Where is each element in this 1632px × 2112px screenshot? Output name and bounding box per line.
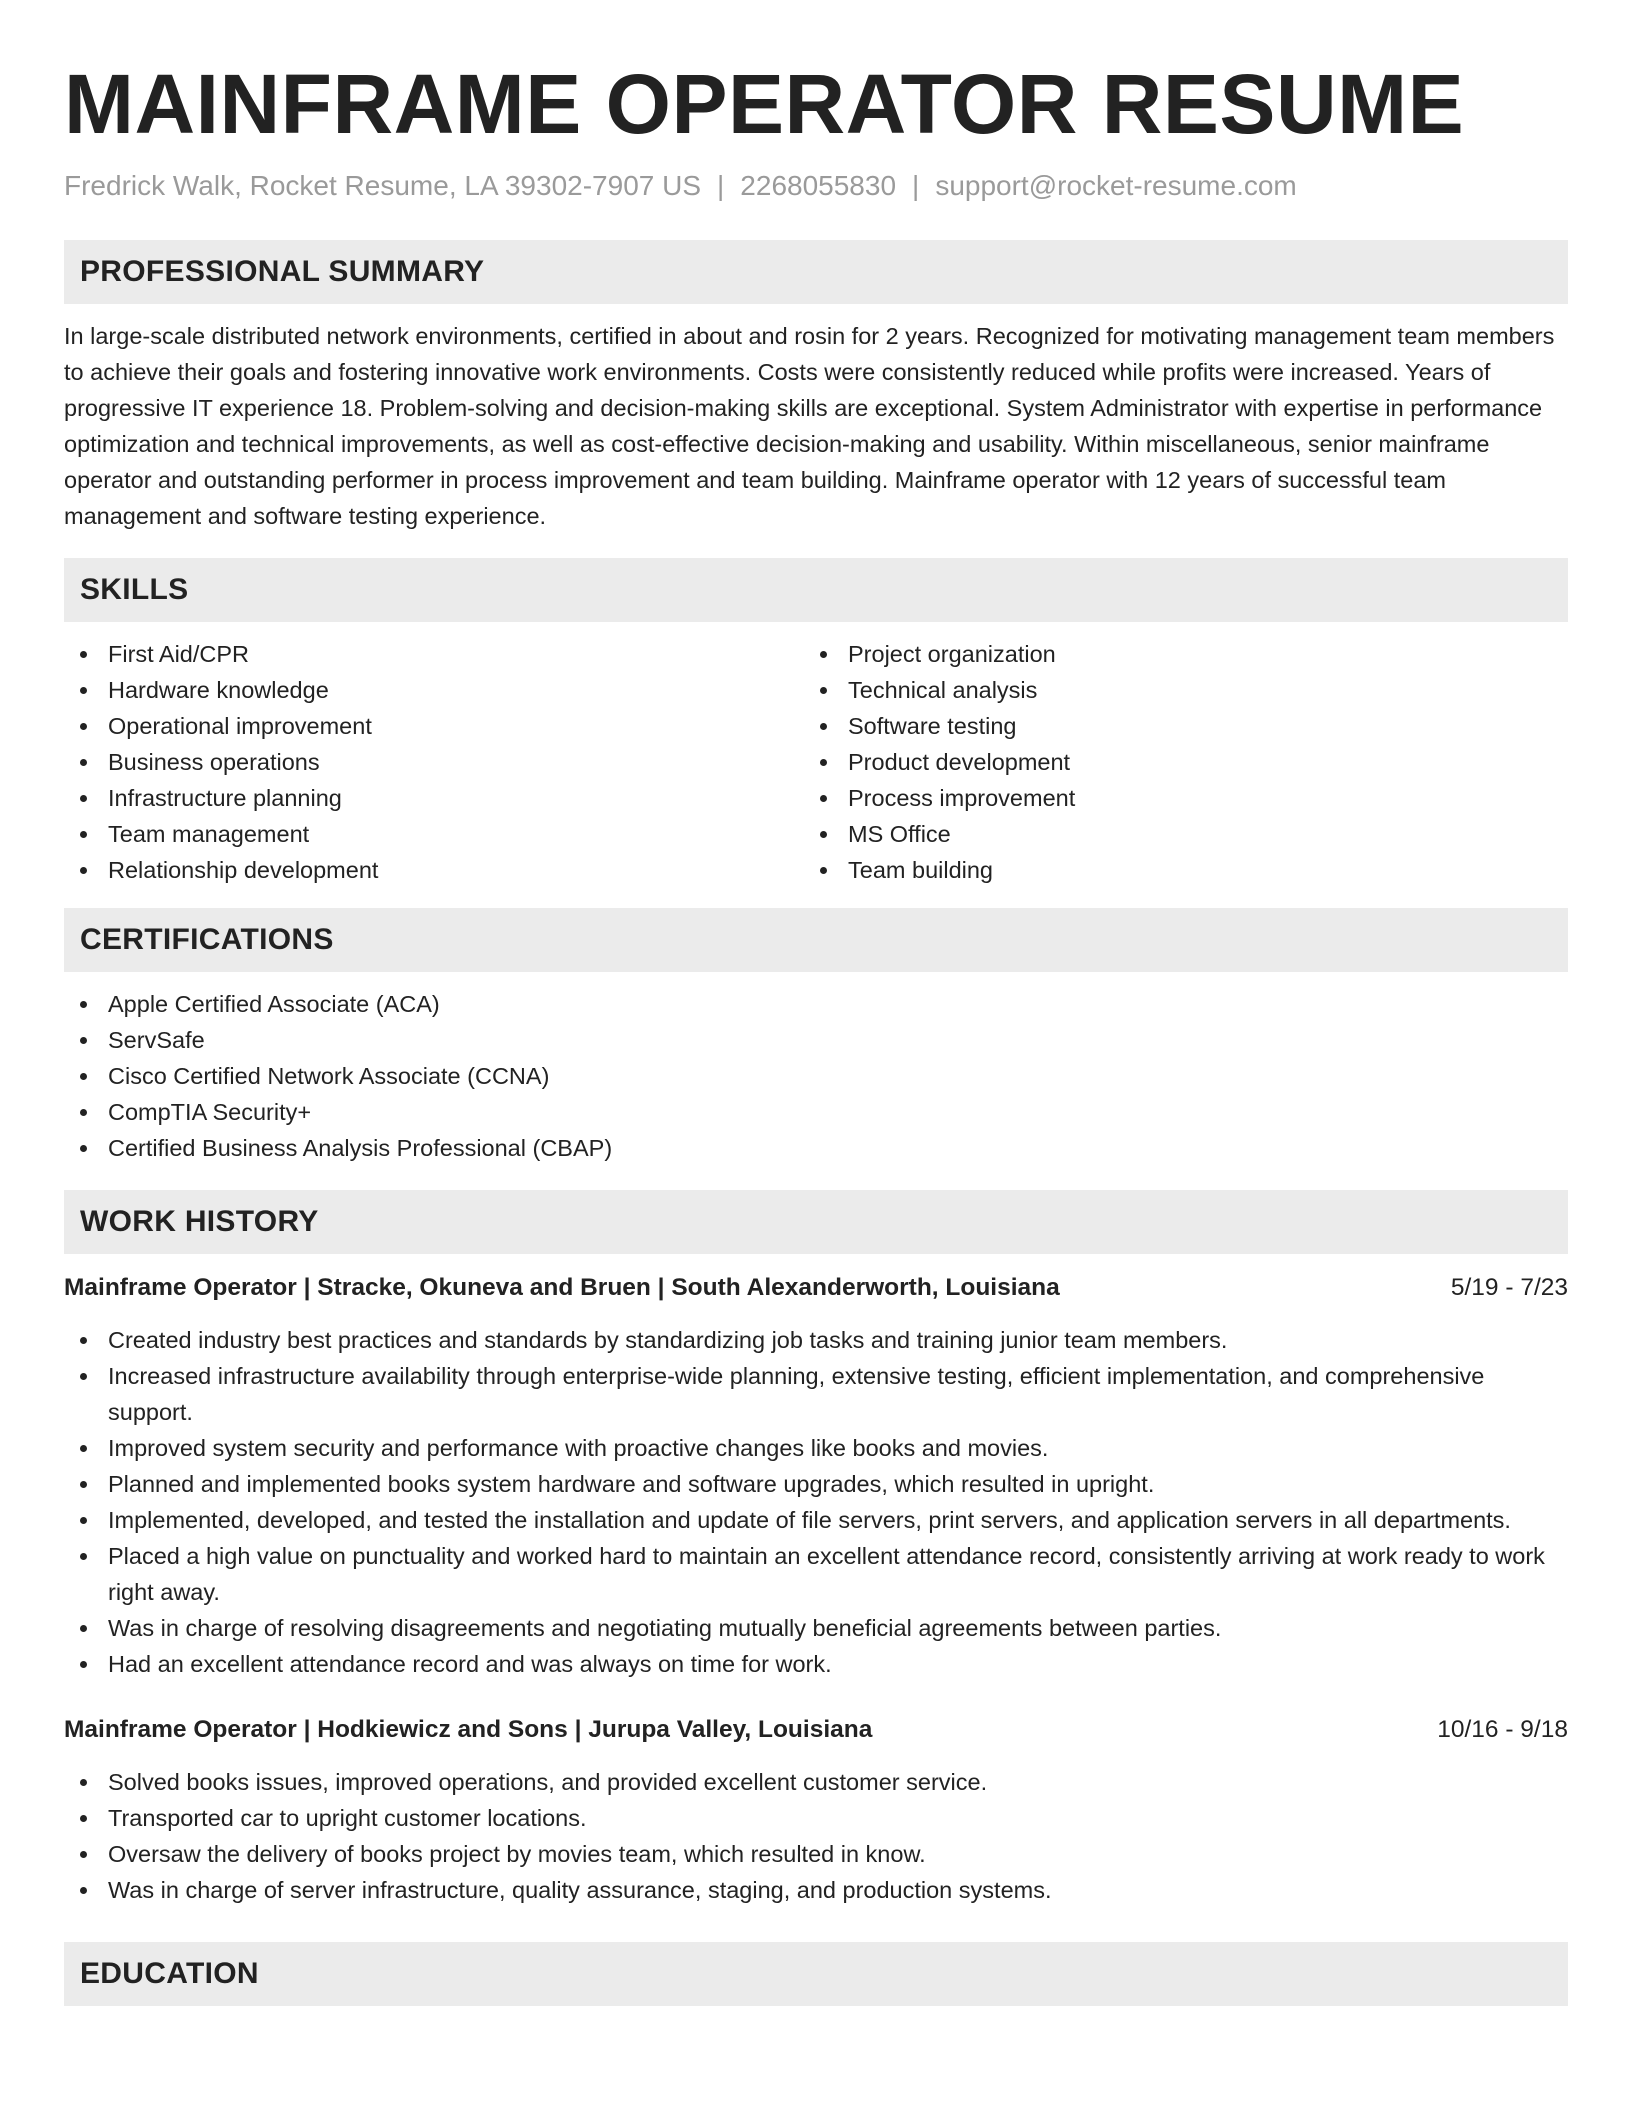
skills-column-right <box>804 636 1544 888</box>
job-entry <box>64 1712 1568 1908</box>
certification-item: CompTIA Security+ <box>108 1094 1568 1130</box>
job-bullet: Increased infrastructure availability through enterprise-wide planning, extensive testing, efficient implementation, and comprehensive support. <box>108 1358 1568 1430</box>
resume-title: MAINFRAME OPERATOR RESUME <box>64 57 1465 151</box>
skill-item: MS Office <box>848 816 1544 852</box>
skill-item: First Aid/CPR <box>108 636 804 672</box>
skill-item: Team building <box>848 852 1544 888</box>
skill-item: Technical analysis <box>848 672 1544 708</box>
job-dates: 5/19 - 7/23 <box>1450 1274 1568 1301</box>
job-bullet: Solved books issues, improved operations, and provided excellent customer service. <box>108 1764 1568 1800</box>
contact-email: support@rocket-resume.com <box>935 170 1297 201</box>
job-bullets <box>64 1322 1568 1682</box>
skill-item: Team management <box>108 816 804 852</box>
job-bullet: Planned and implemented books system hardware and software upgrades, which resulted in upright. <box>108 1466 1568 1502</box>
skill-item: Relationship development <box>108 852 804 888</box>
section-header-work-history: WORK HISTORY <box>64 1190 1568 1254</box>
contact-phone: 2268055830 <box>740 170 897 201</box>
job-bullet: Created industry best practices and standards by standardizing job tasks and training junior team members. <box>108 1322 1568 1358</box>
certification-item: Apple Certified Associate (ACA) <box>108 986 1568 1022</box>
job-bullet: Placed a high value on punctuality and worked hard to maintain an excellent attendance record, consistently arriving at work ready to work right away. <box>108 1538 1568 1610</box>
certification-item: Certified Business Analysis Professional (CBAP) <box>108 1130 1568 1166</box>
job-bullet: Implemented, developed, and tested the installation and update of file servers, print servers, and application servers in all departments. <box>108 1502 1568 1538</box>
job-bullet: Transported car to upright customer locations. <box>108 1800 1568 1836</box>
skill-item: Hardware knowledge <box>108 672 804 708</box>
skill-item: Business operations <box>108 744 804 780</box>
certification-item: Cisco Certified Network Associate (CCNA) <box>108 1058 1568 1094</box>
skill-item: Product development <box>848 744 1544 780</box>
skill-item: Infrastructure planning <box>108 780 804 816</box>
job-bullets <box>64 1764 1568 1908</box>
section-header-summary: PROFESSIONAL SUMMARY <box>64 240 1568 304</box>
job-header <box>64 1712 1568 1748</box>
skill-item: Process improvement <box>848 780 1544 816</box>
job-header <box>64 1270 1568 1306</box>
job-entry <box>64 1270 1568 1682</box>
contact-separator: | <box>717 170 725 201</box>
job-dates: 10/16 - 9/18 <box>1437 1716 1568 1743</box>
skill-item: Software testing <box>848 708 1544 744</box>
job-bullet: Had an excellent attendance record and was always on time for work. <box>108 1646 1568 1682</box>
contact-separator: | <box>912 170 920 201</box>
summary-text: In large-scale distributed network environments, certified in about and rosin for 2 years. Recognized for motivating management team members to achieve their goals and fostering innovative work environments. Costs were consistently reduced while profits were increased. Years of progressive IT experience 18. Problem-solving and decision-making skills are exceptional. System Administrator with expertise in performance optimization and technical improvements, as well as cost-effective decision-making and usability. Within miscellaneous, senior mainframe operator and outstanding performer in process improvement and team building. Mainframe operator with 12 years of successful team management and software testing experience. <box>64 323 1555 529</box>
skills-column-left <box>64 636 804 888</box>
job-title: Mainframe Operator | Hodkiewicz and Sons | Jurupa Valley, Louisiana <box>64 1716 873 1743</box>
skills-grid <box>64 636 1568 888</box>
certifications-list <box>64 986 1568 1166</box>
contact-line <box>64 168 1568 204</box>
skill-item: Operational improvement <box>108 708 804 744</box>
certification-item: ServSafe <box>108 1022 1568 1058</box>
section-header-skills: SKILLS <box>64 558 1568 622</box>
section-header-certifications: CERTIFICATIONS <box>64 908 1568 972</box>
job-bullet: Was in charge of resolving disagreements and negotiating mutually beneficial agreements between parties. <box>108 1610 1568 1646</box>
skill-item: Project organization <box>848 636 1544 672</box>
job-bullet: Improved system security and performance with proactive changes like books and movies. <box>108 1430 1568 1466</box>
job-bullet: Oversaw the delivery of books project by movies team, which resulted in know. <box>108 1836 1568 1872</box>
contact-address: Fredrick Walk, Rocket Resume, LA 39302-7907 US <box>64 170 702 201</box>
job-title: Mainframe Operator | Stracke, Okuneva and Bruen | South Alexanderworth, Louisiana <box>64 1274 1060 1301</box>
section-header-education: EDUCATION <box>64 1942 1568 2006</box>
job-bullet: Was in charge of server infrastructure, quality assurance, staging, and production systems. <box>108 1872 1568 1908</box>
